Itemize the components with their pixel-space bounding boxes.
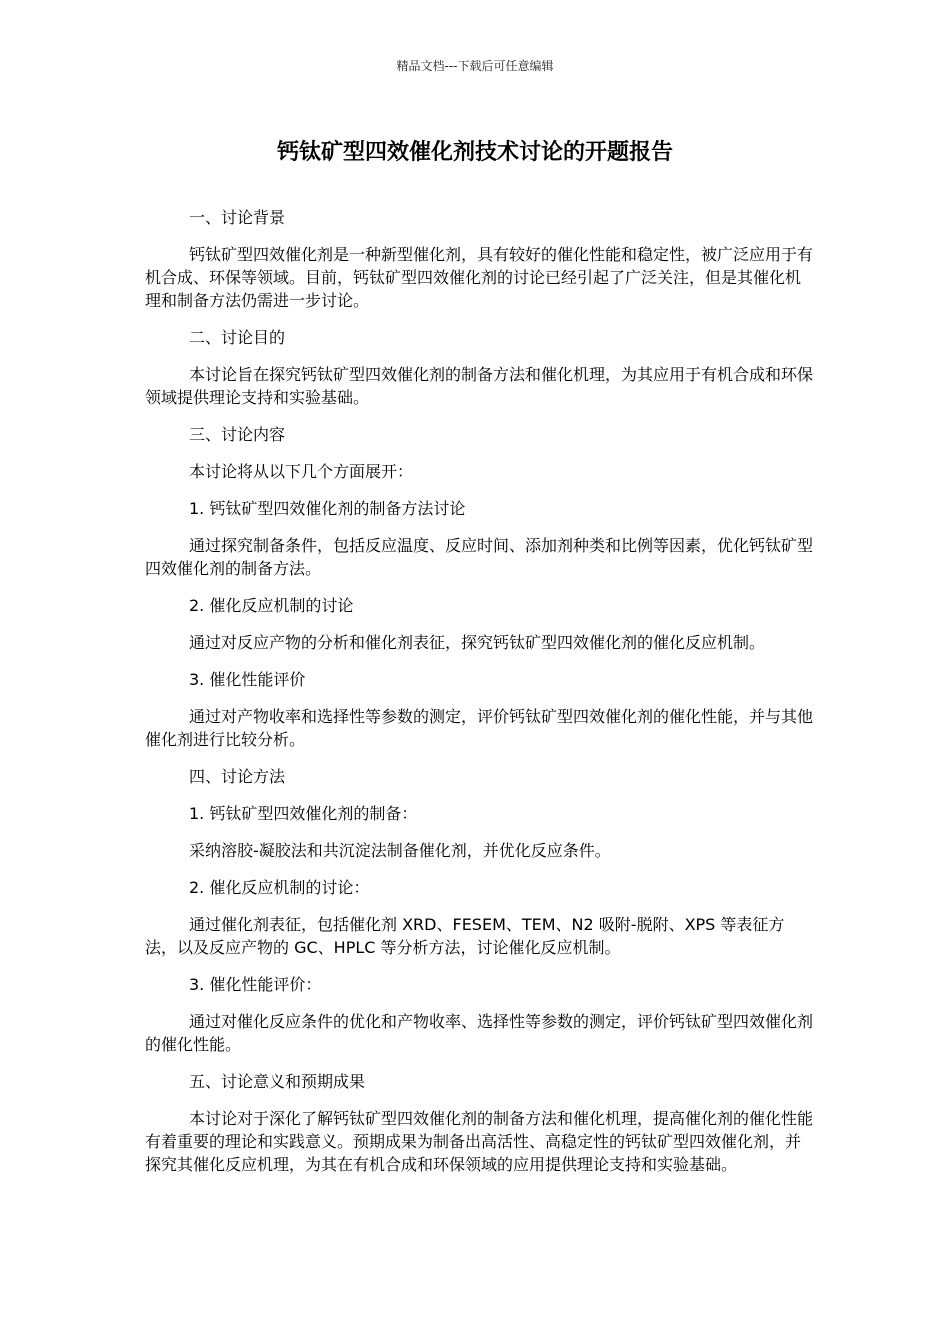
method-item-1-heading: 1. 钙钛矿型四效催化剂的制备： bbox=[189, 804, 418, 823]
method-item-3-text: 通过对催化反应条件的优化和产物收率、选择性等参数的测定，评价钙钛矿型四效催化剂的催化性能。 bbox=[145, 1012, 814, 1054]
content-item-3-heading: 3. 催化性能评价 bbox=[189, 670, 306, 689]
paragraph-background: 钙钛矿型四效催化剂是一种新型催化剂，具有较好的催化性能和稳定性，被广泛应用于有机合成、环保等领域。目前，钙钛矿型四效催化剂的讨论已经引起了广泛关注，但是其催化机理和制备方法仍需进一步讨论。 bbox=[145, 245, 814, 310]
content-item-1-heading: 1. 钙钛矿型四效催化剂的制备方法讨论 bbox=[189, 499, 466, 518]
section-heading-content: 三、讨论内容 bbox=[189, 425, 286, 444]
document-title: 钙钛矿型四效催化剂技术讨论的开题报告 bbox=[276, 140, 673, 165]
document-body bbox=[145, 206, 813, 1176]
page-header: 精品文档---下载后可任意编辑 bbox=[396, 59, 554, 73]
method-item-3-heading: 3. 催化性能评价： bbox=[189, 975, 322, 994]
paragraph-purpose: 本讨论旨在探究钙钛矿型四效催化剂的制备方法和催化机理，为其应用于有机合成和环保领域提供理论支持和实验基础。 bbox=[145, 365, 814, 407]
paragraph-significance: 本讨论对于深化了解钙钛矿型四效催化剂的制备方法和催化机理，提高催化剂的催化性能有着重要的理论和实践意义。预期成果为制备出高活性、高稳定性的钙钛矿型四效催化剂，并探究其催化反应机理，为其在有机合成和环保领域的应用提供理论支持和实验基础。 bbox=[145, 1109, 814, 1174]
content-item-2-heading: 2. 催化反应机制的讨论 bbox=[189, 596, 354, 615]
method-item-2-text: 通过催化剂表征，包括催化剂 XRD、FESEM、TEM、N2 吸附-脱附、XPS 等表征方法，以及反应产物的 GC、HPLC 等分析方法，讨论催化反应机制。 bbox=[145, 915, 785, 957]
section-heading-significance: 五、讨论意义和预期成果 bbox=[189, 1072, 366, 1091]
content-item-1-text: 通过探究制备条件，包括反应温度、反应时间、添加剂种类和比例等因素，优化钙钛矿型四效催化剂的制备方法。 bbox=[145, 536, 814, 578]
content-item-2-text: 通过对反应产物的分析和催化剂表征，探究钙钛矿型四效催化剂的催化反应机制。 bbox=[189, 633, 766, 652]
section-heading-methods: 四、讨论方法 bbox=[189, 767, 286, 786]
paragraph-content-intro: 本讨论将从以下几个方面展开： bbox=[189, 462, 414, 481]
section-heading-background: 一、讨论背景 bbox=[189, 208, 286, 227]
section-heading-purpose: 二、讨论目的 bbox=[189, 328, 286, 347]
method-item-2-heading: 2. 催化反应机制的讨论： bbox=[189, 878, 370, 897]
method-item-1-text: 采纳溶胶-凝胶法和共沉淀法制备催化剂，并优化反应条件。 bbox=[189, 841, 611, 860]
content-item-3-text: 通过对产物收率和选择性等参数的测定，评价钙钛矿型四效催化剂的催化性能，并与其他催化剂进行比较分析。 bbox=[145, 707, 814, 749]
